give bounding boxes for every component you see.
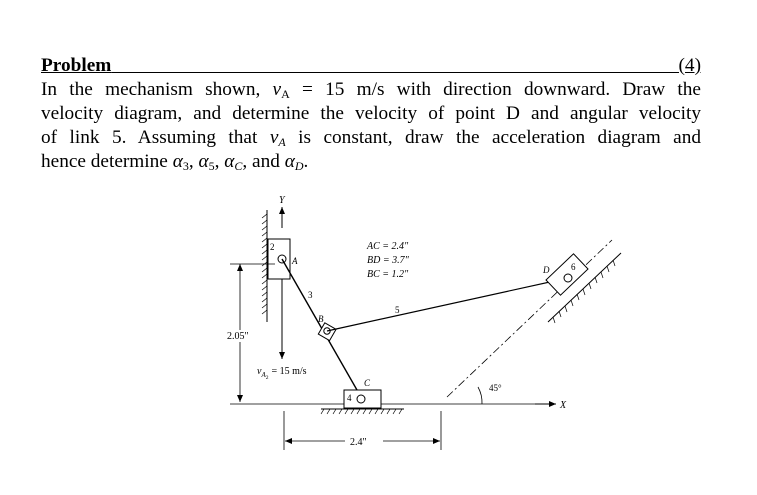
alpha-sub-3: C	[234, 159, 243, 173]
alpha-symbol-1: α	[172, 151, 183, 172]
line3-text-b: is constant, draw the acceleration diagram and	[298, 127, 702, 148]
dim-bd: BD = 3.7"	[367, 255, 409, 266]
line1-text-a: In the mechanism shown,	[41, 79, 261, 100]
alpha-symbol-2: α	[198, 151, 209, 172]
line4-end: .	[303, 151, 309, 172]
angle-arc	[478, 387, 482, 404]
link-4-label: 4	[347, 393, 352, 403]
pin-d	[564, 274, 572, 282]
line3-velocity-subscript: A	[278, 135, 286, 149]
line3-velocity-symbol: v	[269, 127, 279, 148]
velocity-subscript-2: 2	[265, 375, 269, 381]
sep-2: ,	[214, 151, 220, 172]
and-text: , and	[242, 151, 280, 172]
dim-ac: AC = 2.4"	[367, 241, 409, 252]
angle-label: 45°	[489, 383, 502, 393]
inclined-centerline	[447, 240, 612, 397]
velocity-value: = 15 m/s	[271, 366, 307, 377]
link-5	[327, 278, 568, 331]
point-c-label: C	[364, 378, 371, 388]
width-dimension-label: 2.4"	[350, 437, 367, 448]
guide-hatching	[321, 409, 402, 414]
problem-line-3: velocity diagram, and determine the velocity of point D and angular velocity	[41, 103, 701, 124]
point-b-label: B	[318, 314, 324, 324]
alpha-symbol-3: α	[224, 151, 235, 172]
link-3-label: 3	[308, 290, 313, 300]
y-axis-label: Y	[279, 195, 285, 206]
x-axis-label: X	[560, 400, 567, 411]
problem-heading-number: (4)	[678, 55, 701, 76]
line1-velocity-subscript: A	[281, 87, 290, 101]
link-6-label: 6	[571, 262, 576, 272]
sep-1: ,	[188, 151, 194, 172]
dim-bc: BC = 1.2"	[367, 269, 409, 280]
alpha-symbol-4: α	[284, 151, 295, 172]
height-dimension-label: 2.05"	[227, 331, 249, 342]
velocity-subscript: A	[261, 371, 266, 379]
line1-text-b: = 15 m/s with direction downward. Draw the	[301, 79, 701, 100]
pin-c	[357, 395, 365, 403]
point-d-label: D	[543, 265, 550, 275]
link-2-label: 2	[270, 242, 275, 252]
line1-velocity-symbol: v	[272, 79, 282, 100]
line4-text-a: hence determine	[41, 151, 168, 172]
alpha-sub-4: D	[294, 159, 304, 173]
velocity-symbol: v	[257, 366, 262, 377]
line3-text-a: of link 5. Assuming that	[41, 127, 258, 148]
link-5-label: 5	[395, 305, 400, 315]
problem-heading-label: Problem	[41, 55, 112, 76]
alpha-sub-1: 3	[182, 159, 189, 173]
point-a-label: A	[292, 256, 298, 266]
alpha-sub-2: 5	[208, 159, 215, 173]
velocity-label	[257, 366, 307, 381]
